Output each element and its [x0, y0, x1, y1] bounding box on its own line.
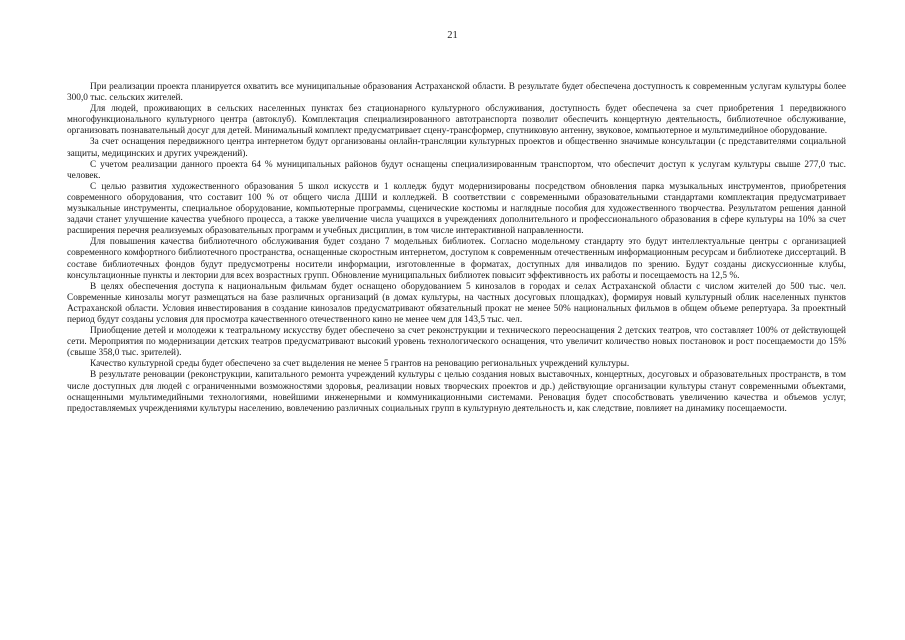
paragraph-cinemas: В целях обеспечения доступа к национальным фильмам будет оснащено оборудованием 5 кинозалов в городах и селах Астраханской области с числом жителей до 500 тыс. чел. Современные кинозалы могут размещаться на базе различных организаций (в домах культуры, на частных досуговых площадках), формируя новый культурный облик населенных пунктов Астраханской области. Условия инвестирования в создание кинозалов предусматривают обязательный прокат не менее 50% национальных фильмов в общем объеме репертуара. За проектный период будут созданы условия для просмотра качественного отечественного кино не менее чем для 143,5 тыс. чел.: [67, 281, 846, 325]
paragraph-coverage: При реализации проекта планируется охватить все муниципальные образования Астраханской области. В результате будет обеспечена доступность к современным услугам культуры более 300,0 тыс. сельских жителей.: [67, 82, 846, 104]
page-number: 21: [447, 30, 458, 41]
paragraph-online-broadcasts: За счет оснащения передвижного центра интернетом будут организованы онлайн-трансляции культурных проектов и общественно значимые консультации (с представителями социальной защиты, медицинских и других учреждений).: [67, 137, 846, 159]
paragraph-art-schools: С целью развития художественного образования 5 школ искусств и 1 колледж будут модернизированы посредством обновления парка музыкальных инструментов, приобретения современного оборудования, что составит 100 % от общего числа ДШИ и колледжей. В соответствии с современными образовательными стандартами комплектация предусматривает музыкальные инструменты, специальное оборудование, компьютерные программы, сценические костюмы и наглядные пособия для художественного творчества. Результатом решения данной задачи станет улучшение качества учебного процесса, а также увеличение числа учащихся в учреждениях дополнительного и профессионального образования в сфере культуры на 10% за счет расширения перечня реализуемых образовательных программ и учебных дисциплин, в том числе интерактивной направленности.: [67, 181, 846, 237]
paragraph-transport-access: С учетом реализации данного проекта 64 % муниципальных районов будут оснащены специализированным транспортом, что обеспечит доступ к услугам культуры свыше 277,0 тыс. человек.: [67, 159, 846, 181]
paragraph-mobile-center: Для людей, проживающих в сельских населенных пунктах без стационарного культурного обслуживания, доступность будет обеспечена за счет приобретения 1 передвижного многофункционального культурного центра (автоклуб). Комплектация специализированного автотранспорта позволит обеспечить концертную деятельность, библиотечное обслуживание, организовать познавательный досуг для детей. Минимальный комплект предусматривает сцену-трансформер, спутниковую антенну, звуковое, компьютерное и мультимедийное оборудование.: [67, 104, 846, 137]
paragraph-renovation: В результате реновации (реконструкции, капитального ремонта учреждений культуры с целью создания новых выставочных, концертных, досуговых и образовательных пространств, в том числе доступных для людей с ограниченными возможностями здоровья, реализации новых творческих проектов и др.) действующие организации культуры станут современными объектами, оснащенными мультимедийными технологиями, новейшими инженерными и коммуникационными системами. Реновация будет способствовать увеличению качества и объемов услуг, предоставляемых учреждениями культуры населению, вовлечению различных социальных групп в культурную деятельность и, как следствие, повлияет на динамику посещаемости.: [67, 370, 846, 414]
paragraph-children-theatres: Приобщение детей и молодежи к театральному искусству будет обеспечено за счет реконструкции и технического переоснащения 2 детских театров, что составляет 100% от действующей сети. Мероприятия по модернизации детских театров предусматривают высокий уровень технологического оснащения, что увеличит количество новых постановок и рост посещаемости до 15% (свыше 358,0 тыс. зрителей).: [67, 326, 846, 359]
paragraph-grants: Качество культурной среды будет обеспечено за счет выделения не менее 5 грантов на реновацию региональных учреждений культуры.: [90, 359, 630, 370]
paragraph-model-libraries: Для повышения качества библиотечного обслуживания будет создано 7 модельных библиотек. Согласно модельному стандарту это будут интеллектуальные центры с организацией современного комфортного библиотечного пространства, оснащенные скоростным интернетом, доступом к современным отечественным информационным ресурсам и библиотеке диссертаций. В составе библиотечных фондов будут предусмотрены носители информации, изготовленные в форматах, доступных для инвалидов по зрению. Будут созданы дискуссионные клубы, консультационные пункты и лектории для всех возрастных групп. Обновление муниципальных библиотек повысит эффективность их работы и посещаемость на 12,5 %.: [67, 237, 846, 281]
document-body: [67, 82, 846, 415]
